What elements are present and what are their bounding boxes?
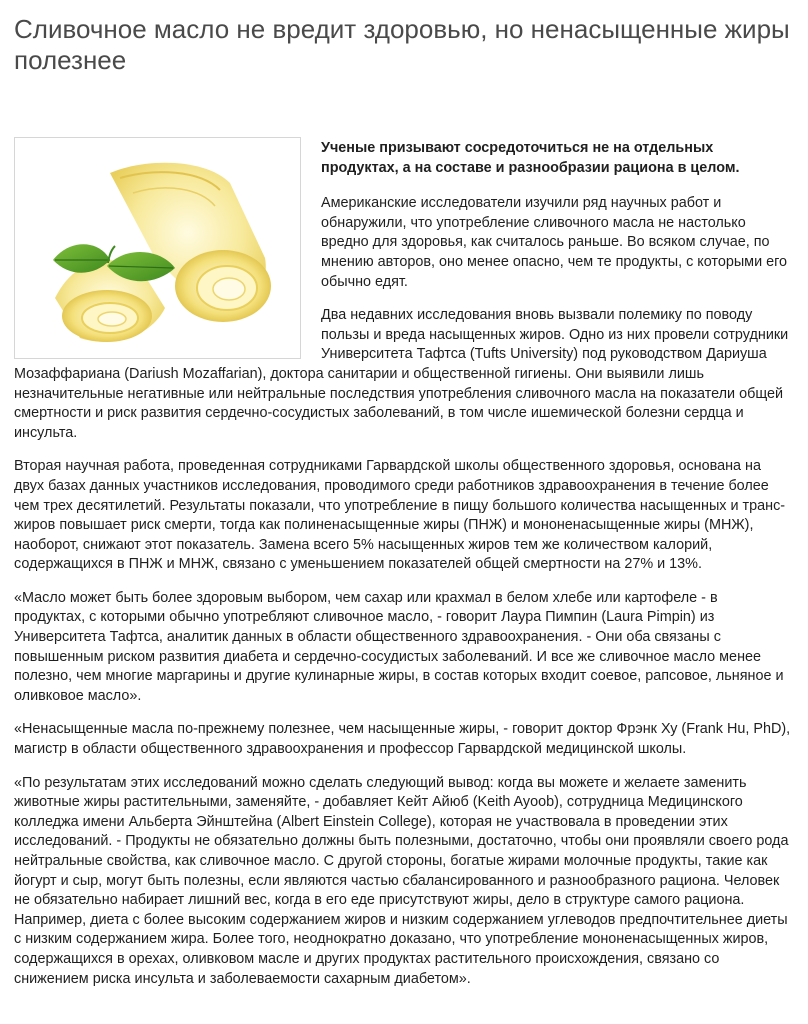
article-body (14, 137, 792, 1003)
article-paragraph: Вторая научная работа, проведенная сотрудниками Гарвардской школы общественного здоровья, основана на двух базах данных участников исследования, проводимого среди работников здравоохранения в течение более чем трех десятилетий. Результаты показали, что употребление в пищу большого количества насыщенных и транс-жиров повышает риск смерти, тогда как полиненасыщенные жиры (ПНЖ) и мононенасыщенные жиры (МНЖ), наоборот, снижают этот показатель. Замена всего 5% насыщенных жиров тем же количеством калорий, содержащихся в ПНЖ и МНЖ, связано с уменьшением показателей общей смертности на 27% и 13%. (14, 458, 786, 573)
article-paragraph: Американские исследователи изучили ряд научных работ и обнаружили, что употребление сливочного масла не настолько вредно для здоровья, как считалось раньше. Во всяком случае, по мнению авторов, оно менее опасно, чем те продукты, с которыми его обычно едят. (321, 195, 788, 290)
article-quote: «Масло может быть более здоровым выбором, чем сахар или крахмал в белом хлебе или картофеле - в продуктах, с которыми обычно употребляют сливочное масло, - говорит Лаура Пимпин (Laura Pimpin) из Университета Тафтса, аналитик данных в области общественного здравоохранения. - Они оба связаны с повышенным риском развития диабета и сердечно-сосудистых заболеваний. И все же сливочное масло менее полезно, чем многие маргарины и другие кулинарные жиры, в состав которых входит соевое, рапсовое, льняное и оливковое масло». (14, 589, 784, 704)
article-title: Сливочное масло не вредит здоровью, но ненасыщенные жиры полезнее (14, 14, 790, 75)
article-quote: «По результатам этих исследований можно сделать следующий вывод: когда вы можете и желаете заменить животные жиры растительными, заменяйте, - добавляет Кейт Айюб (Keith Ayoob), сотрудница Медицинского колледжа имени Альберта Эйнштейна (Albert Einstein College), которая не участвовала в проведении этих исследований. - Продукты не обязательно должны быть полезными, достаточно, чтобы они проявляли своего рода нейтральные свойства, как сливочное масло. С другой стороны, богатые жирами молочные продукты, такие как йогурт и сыр, могут быть полезны, если являются частью сбалансированного и разнообразного рациона. Человек не обязательно набирает лишний вес, когда в его еде присутствуют жиры, дело в структуре самого рациона. Например, диета с более высоким содержанием жиров и низким содержанием углеводов предпочтительнее диеты с низким содержанием жира. Более того, неоднократно доказано, что употребление мононенасыщенных жиров, содержащихся в орехах, оливковом масле и других продуктах растительного происхождения, связано со снижением риска инсульта и заболеваемости сахарным диабетом». (14, 774, 789, 987)
butter-curls-with-basil-image (14, 137, 301, 359)
article-lead: Ученые призывают сосредоточиться не на отдельных продуктах, а на составе и разнообразии рациона в целом. (321, 140, 740, 176)
article-paragraph: Два недавних исследования вновь вызвали полемику по поводу пользы и вреда насыщенных жиров. Одно из них провели сотрудники Университета Тафтса (Tufts University) под руководством Дариуша Мозаффариана (Dariush Mozaffarian), доктора санитарии и общественной гигиены. Они выявили лишь незначительные негативные или нейтральные последствия употребления сливочного масла на показатели общей смертности и риск развития сердечно-сосудистых заболеваний, в том числе ишемической болезни сердца и инсульта. (14, 307, 789, 441)
article-quote: «Ненасыщенные масла по-прежнему полезнее, чем насыщенные жиры, - говорит доктор Фрэнк Ху (Frank Hu, PhD), магистр в области общественного здравоохранения и профессор Гарвардской медицинской школы. (14, 721, 791, 758)
butter-illustration (15, 138, 300, 358)
